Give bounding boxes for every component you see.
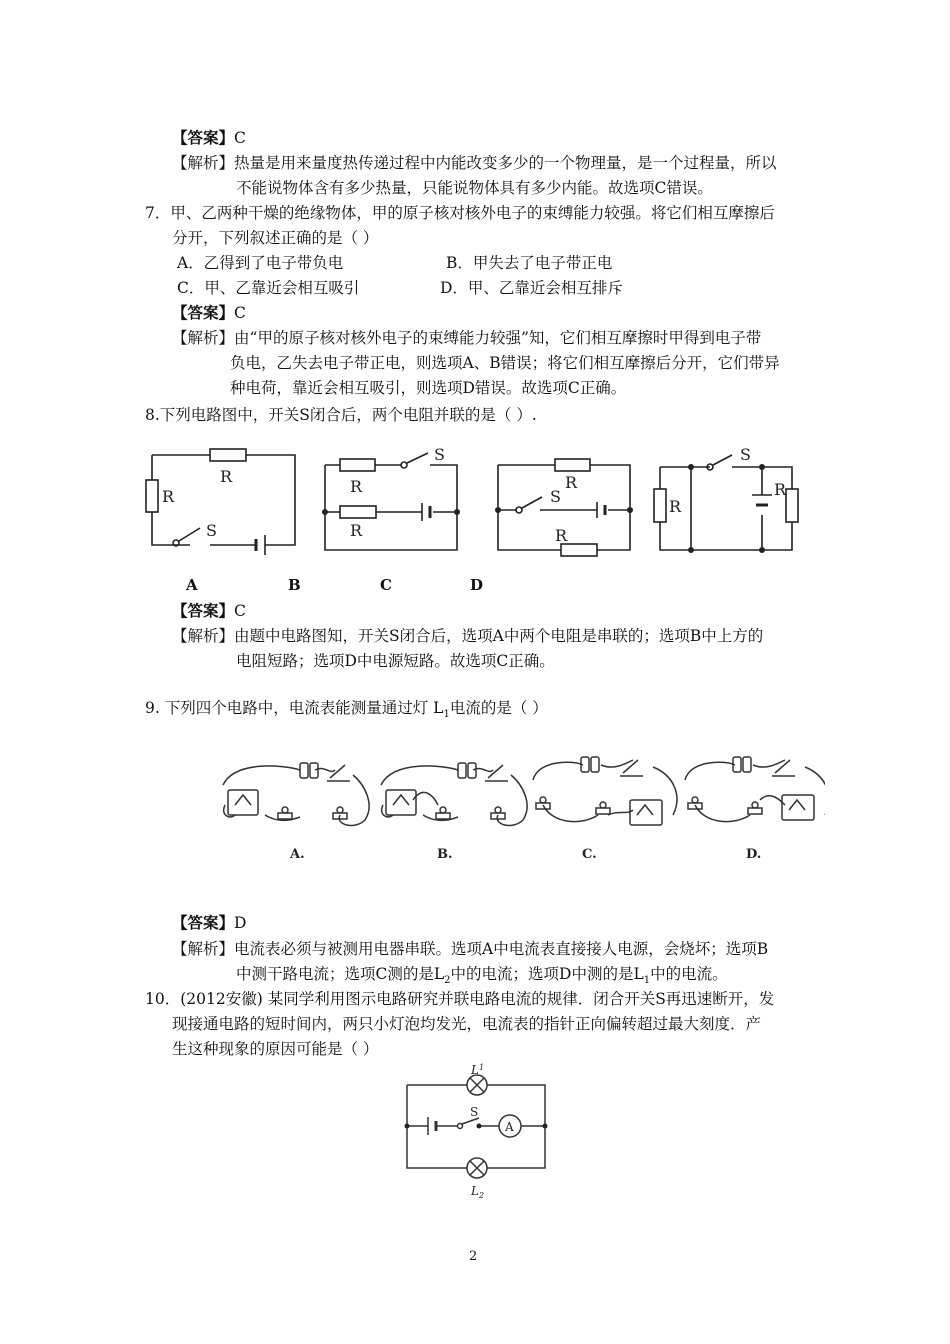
q10-stem-line-3: 生这种现象的原因可能是（ ） [172,1040,379,1058]
q8-analysis-line-2: 电阻短路；选项D中电源短路。故选项C正确。 [236,652,555,670]
q10-stem-line-2: 现接通电路的短时间内，两只小灯泡均发光，电流表的指针正向偏转超过最大刻度．产 [172,1015,762,1033]
q8-label-c: C [380,576,392,594]
q7-option-a: A．乙得到了电子带负电 [177,254,344,272]
q6-answer [172,127,246,149]
resistor-label: R [350,521,363,540]
ammeter-label: A [505,1120,514,1134]
resistor-label: R [555,526,568,545]
q7-option-d: D．甲、乙靠近会相互排斥 [440,279,623,297]
analysis-label: 【解析】 [172,940,235,958]
q6-analysis-line-2: 不能说物体含有多少热量，只能说物体具有多少内能。故选项C错误。 [236,179,713,197]
resistor-label: R [162,487,175,506]
q7-option-b: B．甲失去了电子带正电 [446,254,613,272]
resistor-label: R [774,480,787,499]
q7-stem-line-2: 分开，下列叙述正确的是（ ） [172,229,379,247]
answer-label: 【答案】 [172,303,235,322]
answer-value: C [234,129,246,147]
q7-option-c: C．甲、乙靠近会相互吸引 [177,279,360,297]
switch-label: S [206,521,217,540]
q9-analysis-line-2: 中测干路电流；选项C测的是$L_2$中的电流；选项D中测的是$L_1$中的电流。 [236,965,728,987]
q8-label-a: A [186,576,198,594]
answer-label: 【答案】 [172,601,235,620]
photo-label: A. [290,847,305,862]
q10-parallel-circuit [395,1060,565,1200]
lamp-l2-label: $L_2$ [471,1184,485,1200]
q9-answer [172,912,246,934]
photo-label: C. [582,847,597,862]
answer-value: D [234,914,247,932]
q7-answer [172,302,246,324]
q7-analysis-line-2: 负电，乙失去电子带正电，则选项A、B错误；将它们相互摩擦后分开，它们带异 [230,354,780,372]
page-number: 2 [469,1249,478,1264]
answer-label: 【答案】 [172,128,235,147]
circuit-photo-d [685,757,825,822]
circuit-b [325,453,457,550]
q8-label-d: D [470,576,484,594]
answer-label: 【答案】 [172,913,235,932]
analysis-label: 【解析】 [172,329,235,347]
resistor-label: R [220,467,233,486]
circuit-photo-b [381,763,527,825]
resistor-label: R [350,477,363,496]
q9-circuit-photos [215,745,825,865]
q9-analysis-line-1: 【解析】电流表必须与被测用电器串联。选项A中电流表直接接人电源，会烧坏；选项B [172,940,769,958]
switch-label: S [740,445,751,464]
q9-stem: 9. 下列四个电路中，电流表能测量通过灯 $L_1$电流的是（ ） [145,699,548,721]
switch-label: S [470,1105,479,1119]
q7-analysis-line-1: 【解析】由“甲的原子核对核外电子的束缚能力较强”知，它们相互摩擦时甲得到电子带 [172,329,762,347]
answer-value: C [234,602,246,620]
switch-label: S [434,445,445,464]
circuit-photo-c [533,757,677,825]
analysis-label: 【解析】 [172,154,235,172]
q7-analysis-line-3: 种电荷，靠近会相互吸引，则选项D错误。故选项C正确。 [230,379,627,397]
resistor-label: R [669,497,682,516]
photo-label: B. [437,847,453,862]
q8-analysis-line-1: 【解析】由题中电路图知，开关S闭合后，选项A中两个电阻是串联的；选项B中上方的 [172,627,764,645]
q8-label-b: B [288,576,301,594]
q10-stem-line-1: 10．(2012安徽) 某同学利用图示电路研究并联电路电流的规律．闭合开关S再迅速断开，发 [145,990,775,1008]
lamp-l1-label: $L^1$ [471,1063,485,1077]
q6-analysis-line-1: 【解析】热量是用来量度热传递过程中内能改变多少的一个物理量，是一个过程量，所以 [172,154,777,172]
analysis-label: 【解析】 [172,627,235,645]
q8-circuit-diagrams [140,440,810,570]
photo-label: D. [746,847,762,862]
circuit-photo-a [223,763,369,825]
q8-answer [172,600,246,622]
q7-stem-line-1: 7．甲、乙两种干燥的绝缘物体，甲的原子核对核外电子的束缚能力较强。将它们相互摩擦后 [145,204,775,222]
q8-stem: 8.下列电路图中，开关S闭合后，两个电阻并联的是（ ）. [145,406,537,424]
answer-value: C [234,304,246,322]
switch-label: S [550,487,561,506]
resistor-label: R [565,473,578,492]
